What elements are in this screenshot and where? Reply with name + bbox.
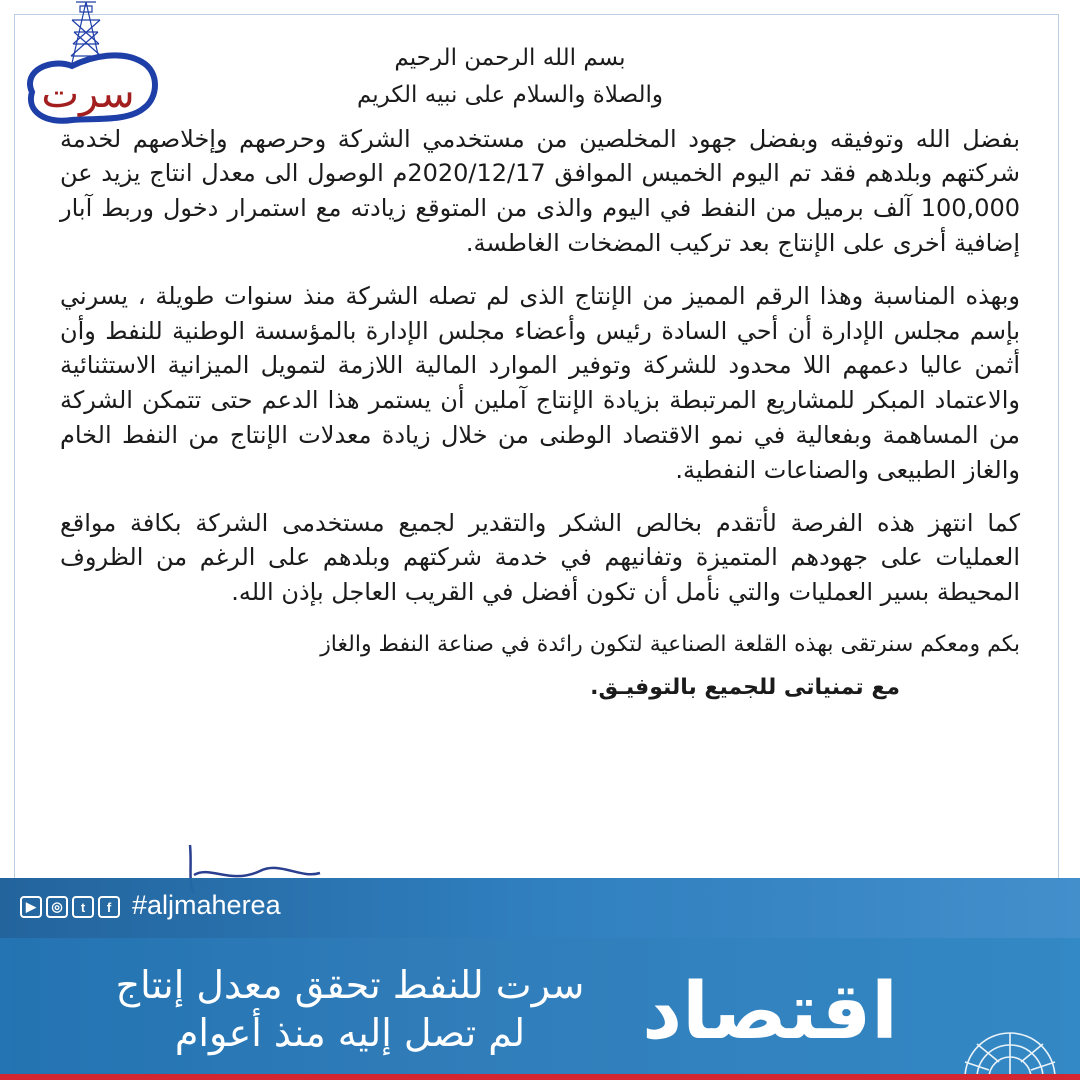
basmala: بسم الله الرحمن الرحيم bbox=[394, 45, 626, 71]
closing-line: بكم ومعكم سنرتقى بهذه القلعة الصناعية لتكون رائدة في صناعة النفط والغاز bbox=[320, 631, 1020, 657]
salutation: والصلاة والسلام على نبيه الكريم bbox=[356, 81, 664, 108]
youtube-icon[interactable]: ▶ bbox=[20, 896, 42, 918]
headline-banner bbox=[0, 878, 1080, 1080]
twitter-icon[interactable]: t bbox=[72, 896, 94, 918]
letter-body bbox=[60, 40, 1020, 704]
paragraph-3: كما انتهز هذه الفرصة لأتقدم بخالص الشكر والتقدير لجميع مستخدمى الشركة بكافة مواقع العمليات على جهودهم المتميزة وتفانيهم في خدمة شركتهم وبلدهم على الرغم من الظروف المحيطة بسير العمليات والتي نأمل أن تكون أفضل في القريب العاجل بإذن الله. bbox=[60, 508, 1020, 607]
logo-text: سرت bbox=[41, 71, 135, 117]
social-icons bbox=[20, 896, 120, 918]
paragraph-1: بفضل الله وتوفيقه وبفضل جهود المخلصين من مستخدمي الشركة وحرصهم وإخلاصهم لخدمة شركتهم وبلدهم فقد تم اليوم الخميس الموافق 2020/12/17م الوصول الى معدل انتاج يزيد عن 100,000 آلف برميل من النفط في اليوم والذى من المتوقع زيادته مع استمرار دخول وربط آبار إضافية أخرى على الإنتاج بعد تركيب المضخات الغاطسة. bbox=[60, 124, 1020, 257]
paragraph-2: وبهذه المناسبة وهذا الرقم المميز من الإنتاج الذى لم تصله الشركة منذ سنوات طويلة ، يسرني بإسم مجلس الإدارة أن أحي السادة رئيس وأعضاء مجلس الإدارة بالمؤسسة الوطنية للنفط وأن أثمن عاليا دعمهم اللا محدود للشركة وتوفير الموارد المالية اللازمة لتمويل الميزانية الاستثنائية والاعتماد المبكر للمشاريع المرتبطة بزيادة الإنتاج آملين أن يستمر هذا الدعم حتى تتمكن الشركة من المساهمة وبفعالية في نمو الاقتصاد الوطنى من خلال زيادة معدلات الإنتاج من النفط الخام والغاز الطبيعى والصناعات النفطية. bbox=[60, 281, 1020, 484]
headline-line-1: سرت للنفط تحقق معدل إنتاج bbox=[115, 963, 585, 1007]
brand-ornament-icon bbox=[955, 1000, 1065, 1080]
hashtag[interactable]: #aljmaherea bbox=[132, 890, 281, 920]
category-label: اقتصاد bbox=[642, 967, 898, 1057]
headline-line-2: لم تصل إليه منذ أعوام bbox=[174, 1010, 526, 1055]
facebook-icon[interactable]: f bbox=[98, 896, 120, 918]
headline bbox=[100, 962, 600, 1057]
banner-red-line bbox=[0, 1074, 1080, 1080]
wishes-line: مع تمنياتى للجميع بالتوفيـق. bbox=[590, 674, 900, 700]
instagram-icon[interactable]: ◎ bbox=[46, 896, 68, 918]
